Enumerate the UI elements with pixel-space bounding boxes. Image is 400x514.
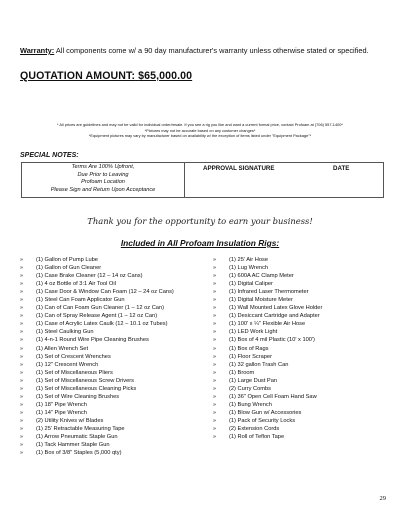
bullet-icon: » (20, 345, 23, 352)
bullet-icon: » (213, 329, 216, 336)
list-item-text: (1) Blow Gun w/ Accessories (229, 409, 302, 416)
list-item (20, 377, 200, 385)
bullet-icon: » (20, 450, 23, 457)
bullet-icon: » (213, 337, 216, 344)
list-item-text: (1) Steel Can Foam Applicator Gun (36, 297, 125, 304)
bullet-icon: » (20, 273, 23, 280)
bullet-icon: » (20, 289, 23, 296)
list-item (213, 417, 393, 425)
bullet-icon: » (20, 281, 23, 288)
list-item-text: (1) Set of Miscellaneous Screw Drivers (36, 377, 134, 384)
bullet-icon: » (20, 369, 23, 376)
list-item (20, 304, 200, 312)
list-item (213, 353, 393, 361)
warranty-line (20, 46, 390, 55)
terms-line: Profoam Location (81, 179, 125, 186)
list-item (213, 304, 393, 312)
list-item (20, 280, 200, 288)
list-item-text: (1) Box of Rags (229, 345, 269, 352)
bullet-icon: » (213, 425, 216, 432)
list-item-text: (1) Floor Scraper (229, 353, 272, 360)
list-item-text: (1) Case of Acrylic Latex Caulk (12 – 10.1 oz Tubes) (36, 321, 168, 328)
list-item (20, 272, 200, 280)
list-item-text: (1) Case Door & Window Can Foam (12 – 24 oz Cans) (36, 289, 174, 296)
bullet-icon: » (213, 313, 216, 320)
list-item (20, 393, 200, 401)
bullet-icon: » (213, 345, 216, 352)
bullet-icon: » (20, 257, 23, 263)
list-item-text: (1) Set of Miscellaneous Pliers (36, 369, 113, 376)
bullet-icon: » (213, 265, 216, 272)
list-item (213, 336, 393, 344)
bullet-icon: » (20, 321, 23, 328)
list-item-text: (1) 100' x ¼" Flexible Air Hose (229, 321, 306, 328)
list-item-text: (1) Can of Spray Release Agent (1 – 12 oz Can) (36, 313, 158, 320)
list-item (20, 336, 200, 344)
list-item (20, 361, 200, 369)
bullet-icon: » (20, 337, 23, 344)
date-label: DATE (333, 165, 350, 172)
bullet-icon: » (213, 377, 216, 384)
list-item-text: (1) 25' Air Hose (229, 257, 269, 263)
bullet-icon: » (213, 409, 216, 416)
bullet-icon: » (20, 417, 23, 424)
special-notes-table (21, 162, 384, 198)
list-item (20, 449, 200, 457)
list-item-text: (1) 12" Crescent Wrench (36, 361, 99, 368)
list-item (20, 256, 200, 264)
list-item (213, 433, 393, 441)
list-item-text: (1) Bung Wrench (229, 401, 272, 408)
list-item-text: (1) Digital Caliper (229, 281, 273, 288)
list-item (20, 296, 200, 304)
included-heading: Included in All Profoam Insulation Rigs: (120, 238, 280, 248)
bullet-icon: » (213, 321, 216, 328)
list-item-text: (1) Set of Miscellaneous Cleaning Picks (36, 385, 137, 392)
bullet-icon: » (20, 393, 23, 400)
bullet-icon: » (20, 329, 23, 336)
list-item-text: (1) LED Work Light (229, 329, 278, 336)
included-items-left (20, 256, 200, 457)
list-item (20, 409, 200, 417)
list-item-text: (1) Broom (229, 369, 255, 376)
terms-line: Terms Are 100% Upfront, (71, 164, 135, 170)
bullet-icon: » (213, 417, 216, 424)
list-item (20, 385, 200, 393)
bullet-icon: » (213, 289, 216, 296)
list-item (213, 385, 393, 393)
list-item-text: (1) Allen Wrench Set (36, 345, 89, 352)
list-item (213, 288, 393, 296)
list-item-text: (1) Gallon of Gun Cleaner (36, 265, 102, 272)
list-item-text: (1) Case Brake Cleaner (12 – 14 oz Cans) (36, 273, 143, 280)
bullet-icon: » (20, 425, 23, 432)
list-item-text: (2) Extension Cords (229, 425, 280, 432)
list-item (213, 280, 393, 288)
terms-line: Due Prior to Leaving (77, 171, 129, 178)
bullet-icon: » (213, 297, 216, 304)
list-item-text: (1) 14" Pipe Wrench (36, 409, 87, 416)
bullet-icon: » (20, 265, 23, 272)
bullet-icon: » (20, 409, 23, 416)
bullet-icon: » (213, 281, 216, 288)
list-item-text: (1) 36" Open Cell Foam Hand Saw (229, 393, 317, 400)
signature-cell (185, 163, 383, 197)
list-item (213, 328, 393, 336)
disclaimers (20, 122, 380, 139)
list-item (213, 320, 393, 328)
list-item (20, 433, 200, 441)
list-item (213, 425, 393, 433)
list-item (213, 312, 393, 320)
list-item (213, 401, 393, 409)
disclaimer-line: *Equipment pictures may vary by manufacturer based on availability w/ the exception of items listed under "Equipment Package"* (88, 133, 312, 139)
list-item-text: (1) 4 oz Bottle of 3:1 Air Tool Oil (36, 281, 116, 288)
list-item-text: (1) Desiccant Cartridge and Adapter (229, 313, 320, 320)
list-item-text: (1) Gallon of Pump Lube (36, 257, 98, 263)
list-item-text: (1) 600A AC Clamp Meter (229, 273, 294, 280)
special-notes-title: SPECIAL NOTES: (20, 152, 79, 159)
bullet-icon: » (213, 369, 216, 376)
bullet-icon: » (213, 434, 216, 441)
list-item (20, 320, 200, 328)
list-item-text: (1) Steel Caulking Gun (36, 329, 94, 336)
list-item-text: (1) 25' Retractable Measuring Tape (36, 425, 125, 432)
list-item (20, 264, 200, 272)
list-item (213, 369, 393, 377)
list-item (20, 312, 200, 320)
bullet-icon: » (213, 257, 216, 263)
bullet-icon: » (213, 361, 216, 368)
thank-you-note: Thank you for the opportunity to earn your business! (87, 216, 313, 226)
bullet-icon: » (20, 361, 23, 368)
bullet-icon: » (213, 385, 216, 392)
approval-signature-label: APPROVAL SIGNATURE (203, 165, 275, 172)
bullet-icon: » (213, 305, 216, 312)
bullet-icon: » (213, 273, 216, 280)
bullet-icon: » (20, 401, 23, 408)
quotation-label: QUOTATION AMOUNT: (20, 70, 136, 82)
bullet-icon: » (20, 305, 23, 312)
bullet-icon: » (20, 385, 23, 392)
bullet-icon: » (20, 442, 23, 449)
list-item-text: (1) Box of 4 mil Plastic (10' x 100') (229, 337, 315, 344)
list-item (213, 296, 393, 304)
list-item-text: (1) Set of Wire Cleaning Brushes (36, 393, 120, 400)
bullet-icon: » (213, 353, 216, 360)
list-item-text: (1) Digital Moisture Meter (229, 297, 293, 304)
bullet-icon: » (213, 393, 216, 400)
list-item-text: (1) 18" Pipe Wrench (36, 401, 87, 408)
terms-line: Please Sign and Return Upon Acceptance (50, 186, 156, 193)
bullet-icon: » (20, 434, 23, 441)
list-item (20, 353, 200, 361)
list-item-text: (2) Curry Combs (229, 385, 272, 392)
warranty-text: All components come w/ a 90 day manufacturer's warranty unless otherwise stated or specified. (54, 46, 369, 55)
list-item (213, 264, 393, 272)
list-item (20, 288, 200, 296)
list-item (213, 409, 393, 417)
list-item-text: (1) Lug Wrench (229, 265, 269, 272)
list-item-text: (1) 4-n-1 Round Wire Pipe Cleaning Brushes (36, 337, 149, 344)
list-item (213, 393, 393, 401)
disclaimer-line: * All prices are guidelines and may not be valid for individual order/resale. If you see a rig you like and want a current formal price, contact Profoam at (706) 557-1400* (57, 122, 343, 127)
list-item (20, 441, 200, 449)
list-item-text: (1) 32 gallon Trash Can (229, 361, 289, 368)
included-items-right (213, 256, 393, 441)
terms-cell (22, 163, 185, 197)
list-item (20, 401, 200, 409)
list-item (20, 417, 200, 425)
list-item (213, 377, 393, 385)
quotation-amount (20, 70, 192, 82)
bullet-icon: » (213, 401, 216, 408)
list-item (213, 345, 393, 353)
list-item-text: (1) Set of Crescent Wrenches (36, 353, 111, 360)
list-item (213, 361, 393, 369)
warranty-label: Warranty: (20, 46, 55, 55)
list-item-text: (1) Can of Can Foam Gun Cleaner (1 – 12 oz Can) (36, 305, 165, 312)
list-item-text: (1) Pack of Security Locks (229, 417, 296, 424)
list-item (20, 425, 200, 433)
list-item-text: (1) Box of 3/8" Staples (5,000 qty) (36, 450, 122, 457)
list-item-text: (1) Roll of Teflon Tape (229, 434, 285, 441)
bullet-icon: » (20, 297, 23, 304)
list-item-text: (2) Utility Knives w/ Blades (36, 417, 104, 424)
bullet-icon: » (20, 353, 23, 360)
bullet-icon: » (20, 313, 23, 320)
bullet-icon: » (20, 377, 23, 384)
list-item-text: (1) Infrared Laser Thermometer (229, 289, 309, 296)
list-item (20, 369, 200, 377)
list-item (213, 256, 393, 264)
list-item-text: (1) Tack Hammer Staple Gun (36, 442, 110, 449)
list-item-text: (1) Arrow Pneumatic Staple Gun (36, 434, 118, 441)
quotation-value: $65,000.00 (138, 70, 193, 82)
list-item-text: (1) Wall Mounted Latex Glove Holder (229, 305, 323, 312)
list-item (20, 328, 200, 336)
list-item-text: (1) Large Dust Pan (229, 377, 278, 384)
list-item (20, 345, 200, 353)
list-item (213, 272, 393, 280)
page-number: 29 (379, 495, 386, 502)
disclaimer-line: *Pictures may not be accurate based on any customer changes* (144, 127, 256, 133)
